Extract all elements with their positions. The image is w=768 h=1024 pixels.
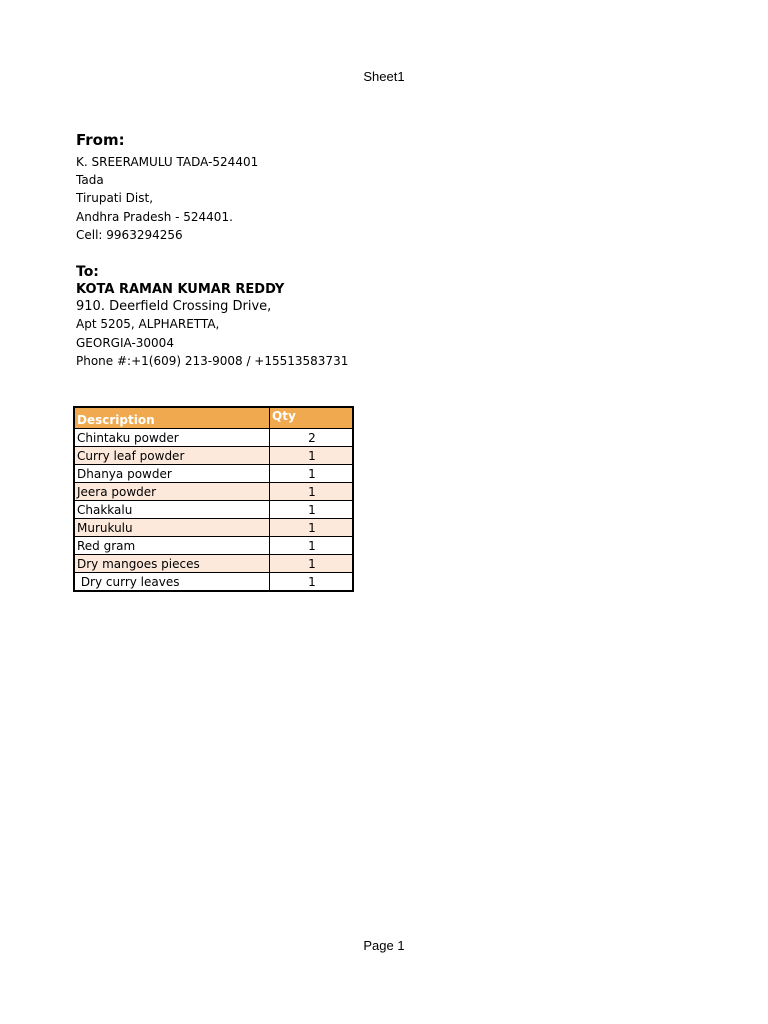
to-line: Phone #:+1(609) 213-9008 / +15513583731 xyxy=(76,354,349,368)
header-qty: Qty xyxy=(270,407,354,429)
item-description: Chakkalu xyxy=(74,501,270,519)
table-row xyxy=(74,483,353,501)
items-table xyxy=(73,406,354,592)
item-description: Chintaku powder xyxy=(74,429,270,447)
to-address-block xyxy=(76,263,348,371)
table-row xyxy=(74,555,353,573)
table-row xyxy=(74,447,353,465)
table-row xyxy=(74,519,353,537)
from-line: Andhra Pradesh - 524401. xyxy=(76,209,233,224)
item-description: Jeera powder xyxy=(74,483,270,501)
item-description: Curry leaf powder xyxy=(74,447,270,465)
item-qty: 1 xyxy=(270,501,354,519)
to-line: GEORGIA-30004 xyxy=(76,335,174,350)
table-row xyxy=(74,573,353,592)
from-line: Tirupati Dist, xyxy=(76,191,154,206)
item-qty: 1 xyxy=(270,447,354,465)
item-qty: 1 xyxy=(270,483,354,501)
from-heading: From: xyxy=(76,131,125,149)
to-address-lines xyxy=(76,315,348,371)
to-heading: To: xyxy=(76,264,99,280)
from-address-lines xyxy=(76,153,258,244)
item-description: Red gram xyxy=(74,537,270,555)
item-description: Dry mangoes pieces xyxy=(74,555,270,573)
table-row xyxy=(74,465,353,483)
to-line: Apt 5205, ALPHARETTA, xyxy=(76,317,220,331)
table-header-row xyxy=(74,407,353,429)
from-line: K. SREERAMULU TADA-524401 xyxy=(76,155,259,169)
from-address-block xyxy=(76,131,258,244)
item-qty: 1 xyxy=(270,465,354,483)
header-description: Description xyxy=(74,407,270,429)
from-line: Cell: 9963294256 xyxy=(76,227,183,242)
item-qty: 1 xyxy=(270,537,354,555)
from-line: Tada xyxy=(76,173,104,188)
item-qty: 1 xyxy=(270,555,354,573)
item-qty: 1 xyxy=(270,573,354,592)
page-number: Page 1 xyxy=(363,938,405,953)
item-qty: 2 xyxy=(270,429,354,447)
item-description: Murukulu xyxy=(74,519,270,537)
table-row xyxy=(74,537,353,555)
table-row xyxy=(74,429,353,447)
table-row xyxy=(74,501,353,519)
recipient-street: 910. Deerfield Crossing Drive, xyxy=(76,299,272,314)
item-qty: 1 xyxy=(270,519,354,537)
item-description: Dry curry leaves xyxy=(74,573,270,592)
recipient-name: KOTA RAMAN KUMAR REDDY xyxy=(76,282,285,297)
sheet-title: Sheet1 xyxy=(363,69,405,84)
item-description: Dhanya powder xyxy=(74,465,270,483)
